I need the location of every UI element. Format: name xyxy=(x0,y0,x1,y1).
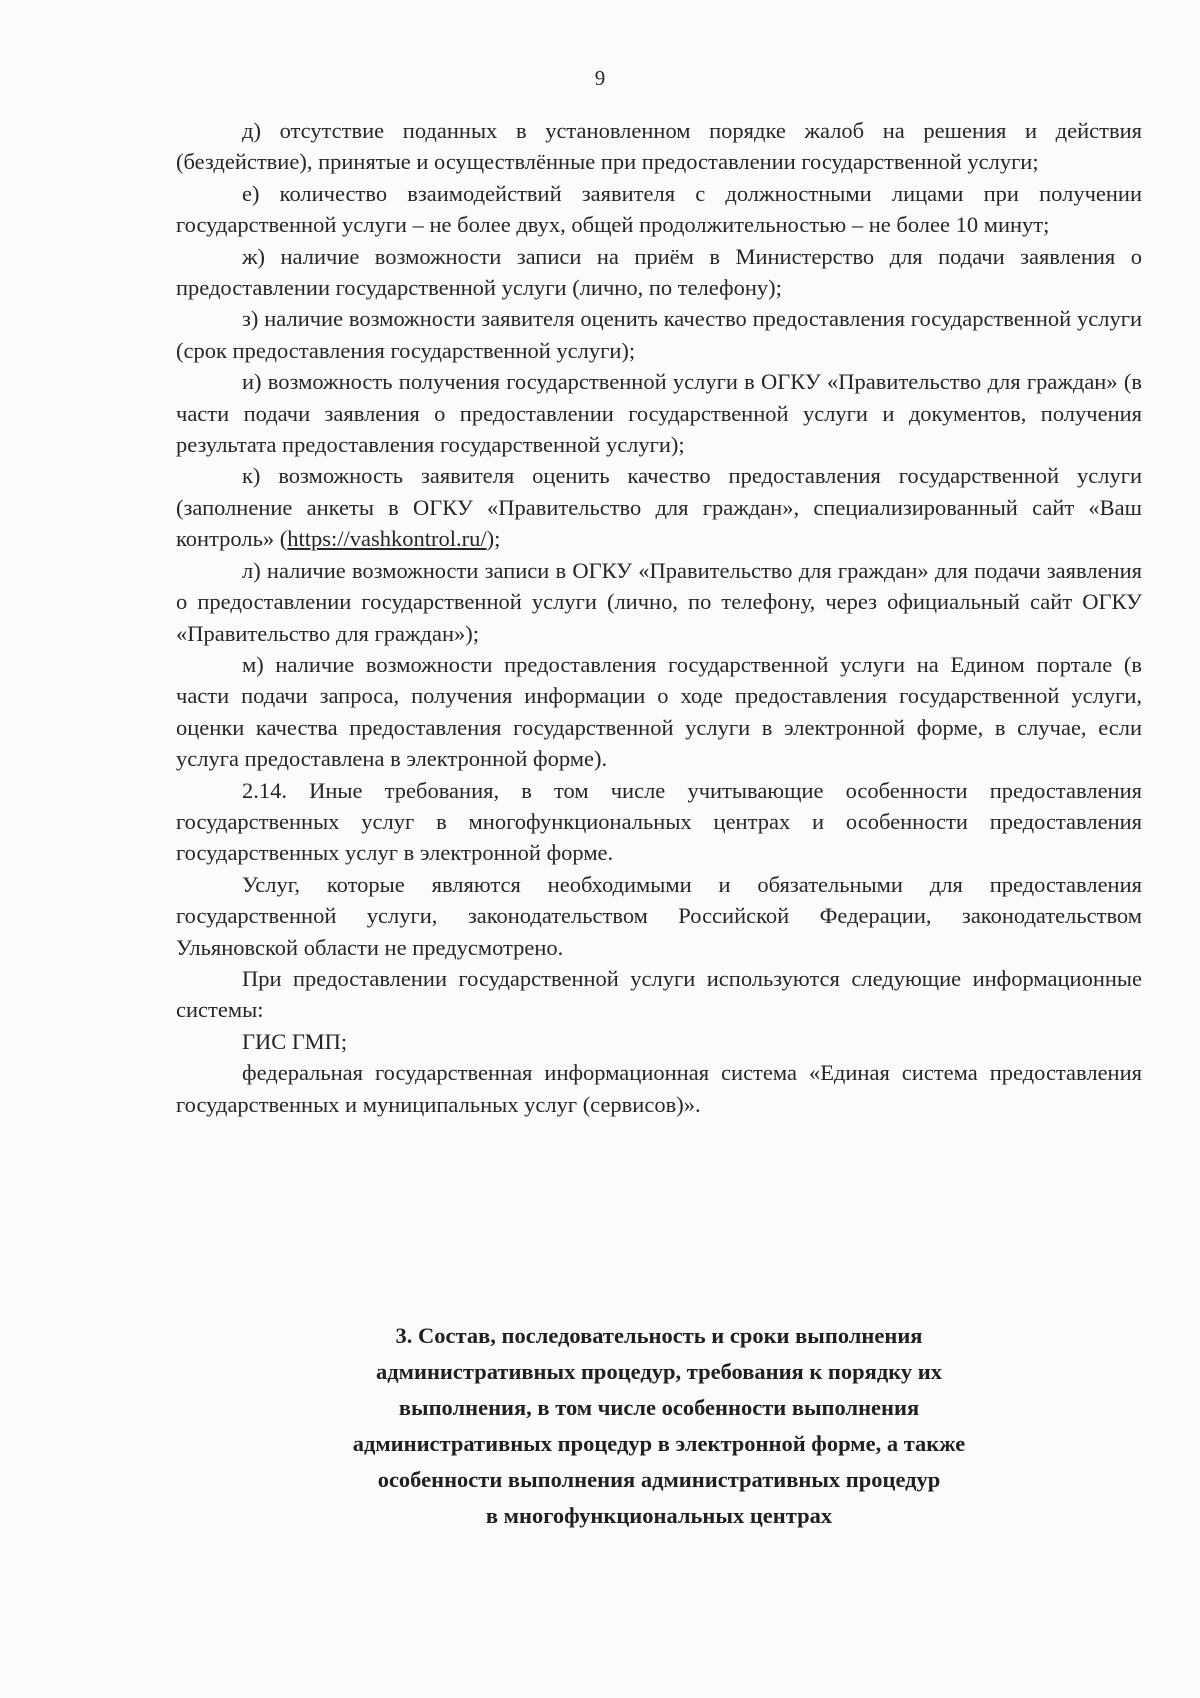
vashkontrol-link[interactable]: https://vashkontrol.ru/ xyxy=(287,526,487,552)
paragraph-services: Услуг, которые являются необходимыми и обязательными для предоставления государственной услуги, законодательством Российской Федерации, законодательством Ульяновской области не предусмотрено. xyxy=(176,871,1142,960)
paragraph-i: и) возможность получения государственной услуги в ОГКУ «Правительство для граждан» (в части подачи заявления о предоставлении государственной услуги и документов, получения результата предоставления государственной услуги); xyxy=(176,369,1142,458)
heading-line: особенности выполнения административных процедур xyxy=(377,1467,941,1492)
paragraph-gis-gmp: ГИС ГМП; xyxy=(242,1028,348,1054)
paragraph-d: д) отсутствие поданных в установленном порядке жалоб на решения и действия (бездействие), принятые и осуществлённые при предоставлении государственной услуги; xyxy=(176,118,1142,175)
paragraph-k-end: ); xyxy=(486,526,501,552)
section-heading xyxy=(176,1318,1142,1534)
paragraph-m: м) наличие возможности предоставления государственной услуги на Едином портале (в части подачи запроса, получения информации о ходе предоставления государственной услуги, оценки качества предоставления государственной услуги в электронной форме, в случае, если услуга предоставлена в электронной форме). xyxy=(176,651,1142,772)
paragraph-l: л) наличие возможности записи в ОГКУ «Правительство для граждан» для подачи заявления о предоставлении государственной услуги (лично, по телефону, через официальный сайт ОГКУ «Правительство для граждан»); xyxy=(176,557,1142,646)
paragraph-epgu: федеральная государственная информационная система «Единая система предоставления государственных и муниципальных услуг (сервисов)». xyxy=(176,1060,1142,1117)
heading-line: административных процедур, требования к порядку их xyxy=(376,1359,942,1384)
paragraph-k xyxy=(176,460,1142,554)
paragraph-e: е) количество взаимодействий заявителя с должностными лицами при получении государственной услуги – не более двух, общей продолжительностью – не более 10 минут; xyxy=(176,180,1142,238)
paragraph-z: з) наличие возможности заявителя оценить качество предоставления государственной услуги (срок предоставления государственной услуги); xyxy=(176,306,1142,363)
paragraph-info-systems: При предоставлении государственной услуги используются следующие информационные системы: xyxy=(176,965,1142,1023)
heading-line: административных процедур в электронной форме, а также xyxy=(352,1431,966,1456)
paragraph-2-14: 2.14. Иные требования, в том числе учитывающие особенности предоставления государственных услуг в многофункциональных центрах и особенности предоставления государственных услуг в электронной форме. xyxy=(176,777,1142,866)
paragraph-zh: ж) наличие возможности записи на приём в Министерство для подачи заявления о предоставлении государственной услуги (лично, по телефону); xyxy=(176,243,1142,301)
paragraph-k-text: к) возможность заявителя оценить качество предоставления государственной услуги (заполнение анкеты в ОГКУ «Правительство для граждан», специализированный сайт «Ваш контроль» ( xyxy=(176,463,1142,552)
heading-line: выполнения, в том числе особенности выполнения xyxy=(398,1395,920,1420)
heading-line: 3. Состав, последовательность и сроки выполнения xyxy=(395,1323,923,1348)
page-number: 9 xyxy=(594,66,606,90)
heading-line: в многофункциональных центрах xyxy=(485,1503,833,1528)
document-body xyxy=(176,115,1142,1120)
